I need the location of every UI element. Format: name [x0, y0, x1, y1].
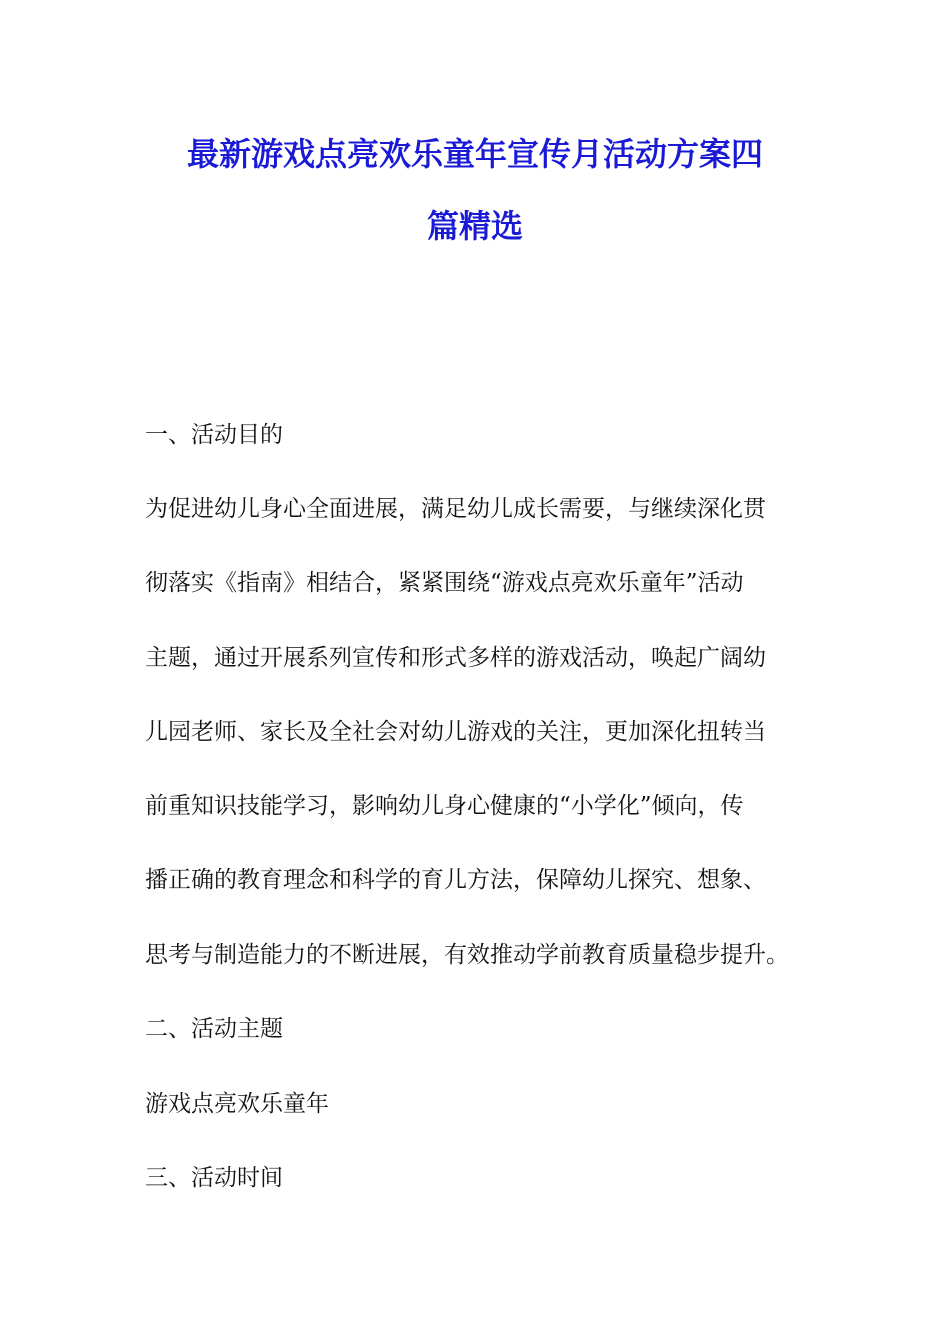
paragraph-line: 彻落实《指南》相结合，紧紧围绕“游戏点亮欢乐童年”活动: [145, 570, 744, 596]
paragraph-line: 前重知识技能学习，影响幼儿身心健康的“小学化”倾向，传: [145, 793, 744, 819]
section-heading-time: 三、活动时间: [145, 1165, 283, 1191]
document-title-line-1: 最新游戏点亮欢乐童年宣传月活动方案四: [186, 135, 763, 173]
paragraph-line: 思考与制造能力的不断进展，有效推动学前教育质量稳步提升。: [145, 942, 789, 968]
document-title-line-2: 篇精选: [426, 207, 523, 245]
section-heading-purpose: 一、活动目的: [145, 422, 283, 448]
paragraph-line: 儿园老师、家长及全社会对幼儿游戏的关注，更加深化扭转当: [145, 719, 766, 745]
paragraph-line: 播正确的教育理念和科学的育儿方法，保障幼儿探究、想象、: [145, 867, 766, 893]
theme-text: 游戏点亮欢乐童年: [145, 1091, 329, 1117]
paragraph-line: 主题，通过开展系列宣传和形式多样的游戏活动，唤起广阔幼: [145, 645, 766, 671]
paragraph-line: 为促进幼儿身心全面进展，满足幼儿成长需要，与继续深化贯: [145, 496, 766, 522]
section-heading-theme: 二、活动主题: [145, 1016, 283, 1042]
